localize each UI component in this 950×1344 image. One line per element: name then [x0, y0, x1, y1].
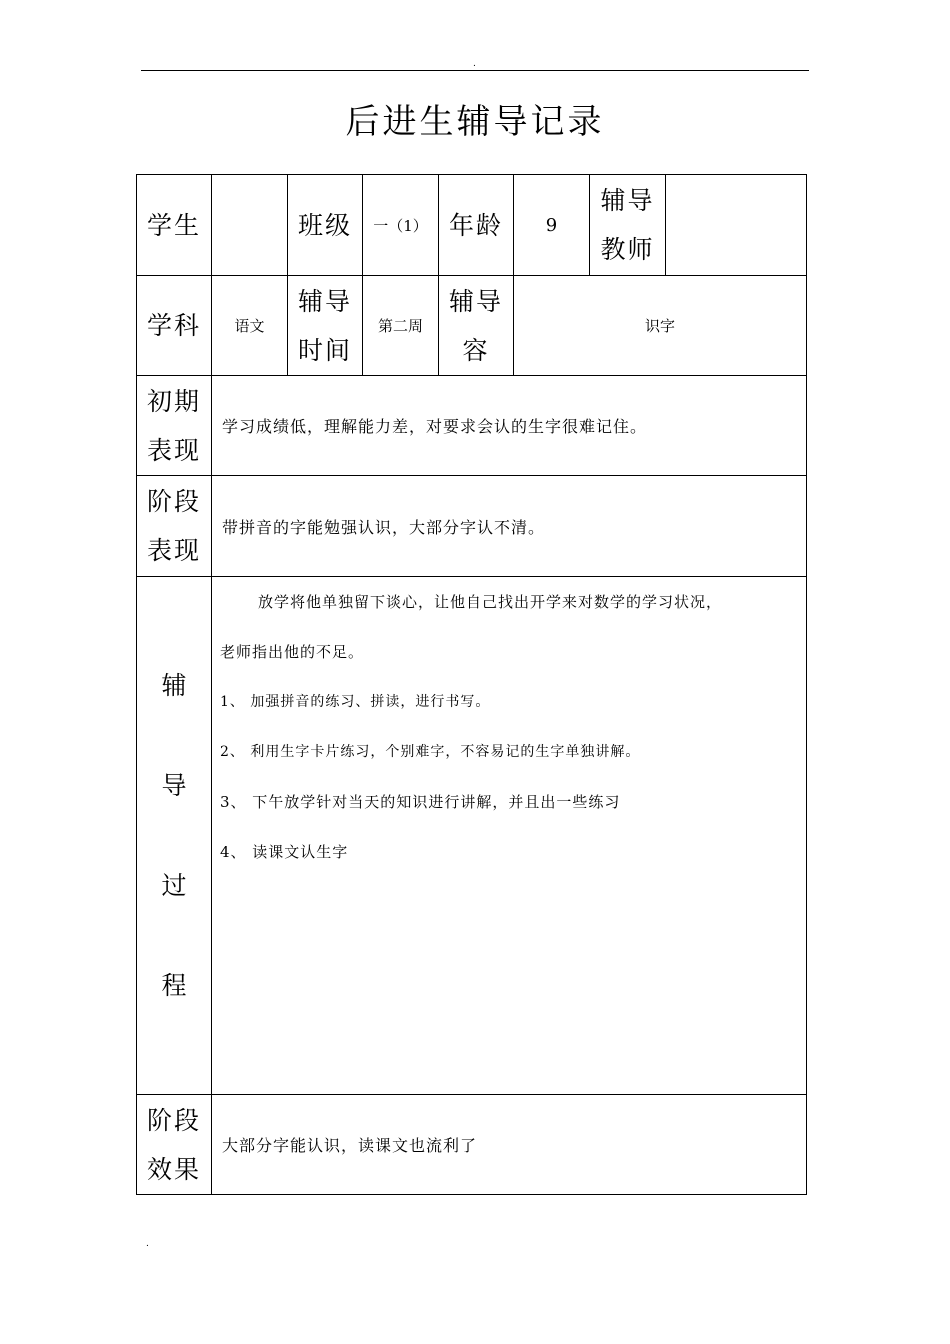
- initial-performance-row: [137, 376, 807, 476]
- teacher-label-line-2: 教师: [600, 235, 655, 264]
- teacher-value-cell: [666, 175, 807, 276]
- process-label-char-1: 辅: [161, 670, 187, 700]
- content-value-cell: [514, 276, 807, 376]
- subject-value-cell: [212, 276, 288, 376]
- time-value: 第二周: [377, 317, 423, 335]
- time-label-line-2: 时间: [297, 335, 352, 365]
- initial-text: 学习成绩低，理解能力差，对要求会认的生字很难记住。: [222, 417, 648, 436]
- process-label-char-3: 过: [161, 870, 187, 900]
- content-label-line-1: 辅导: [448, 286, 503, 316]
- effect-text: 大部分字能认识，读课文也流利了: [222, 1136, 478, 1155]
- process-row: [137, 577, 807, 1095]
- age-label: 年龄: [448, 210, 503, 240]
- content-label-line-2: 容: [462, 335, 490, 365]
- stage-label-line-1: 阶段: [146, 487, 201, 516]
- age-value-cell: [514, 175, 590, 276]
- content-label-cell: [439, 276, 514, 376]
- process-label-char-2: 导: [161, 770, 187, 800]
- process-paragraph-2: 老师指出他的不足。: [220, 643, 365, 661]
- subject-label-cell: [137, 276, 212, 376]
- initial-label-cell: [137, 376, 212, 476]
- student-label-cell: [137, 175, 212, 276]
- class-label-cell: [288, 175, 363, 276]
- process-item-1: 1、 加强拼音的练习、拼读，进行书写。: [220, 694, 491, 710]
- process-text-cell: [212, 577, 807, 1095]
- initial-label-line-2: 表现: [146, 435, 201, 465]
- subject-info-row: [137, 276, 807, 376]
- teacher-label-line-1: 辅导: [600, 186, 655, 215]
- initial-text-cell: [212, 376, 807, 476]
- header-rule: [141, 70, 809, 71]
- subject-label: 学科: [146, 311, 201, 340]
- page-title: 后进生辅导记录: [345, 102, 605, 142]
- record-table: [136, 174, 807, 1195]
- student-label: 学生: [146, 210, 201, 240]
- teacher-label-cell: [590, 175, 666, 276]
- class-value: 一（1）: [373, 216, 428, 235]
- class-label: 班级: [297, 210, 352, 240]
- process-item-3: 3、 下午放学针对当天的知识进行讲解，并且出一些练习: [220, 793, 621, 811]
- effect-label-line-1: 阶段: [146, 1105, 201, 1135]
- time-label-line-1: 辅导: [297, 286, 352, 316]
- header-mark: .: [473, 59, 476, 69]
- age-value: 9: [545, 214, 558, 236]
- process-item-4: 4、 读课文认生字: [220, 843, 349, 861]
- footer-mark: .: [146, 1239, 149, 1249]
- stage-text-cell: [212, 476, 807, 577]
- class-value-cell: [363, 175, 439, 276]
- stage-label-cell: [137, 476, 212, 577]
- time-label-cell: [288, 276, 363, 376]
- effect-label-line-2: 效果: [146, 1154, 201, 1184]
- stage-text: 带拼音的字能勉强认识，大部分字认不清。: [222, 517, 546, 537]
- initial-label-line-1: 初期: [146, 386, 201, 416]
- process-label-char-4: 程: [161, 970, 187, 1000]
- age-label-cell: [439, 175, 514, 276]
- effect-text-cell: [212, 1095, 807, 1195]
- content-value: 识字: [644, 317, 675, 335]
- stage-performance-row: [137, 476, 807, 577]
- process-paragraph-1: 放学将他单独留下谈心，让他自己找出开学来对数学的学习状况，: [258, 593, 723, 611]
- student-value-cell: [212, 175, 288, 276]
- stage-effect-row: [137, 1095, 807, 1195]
- process-item-2: 2、 利用生字卡片练习，个别难字，不容易记的生字单独讲解。: [220, 744, 641, 760]
- stage-label-line-2: 表现: [146, 536, 201, 565]
- effect-label-cell: [137, 1095, 212, 1195]
- process-label-cell: [137, 577, 212, 1095]
- time-value-cell: [363, 276, 439, 376]
- subject-value: 语文: [234, 317, 265, 335]
- student-info-row: [137, 175, 807, 276]
